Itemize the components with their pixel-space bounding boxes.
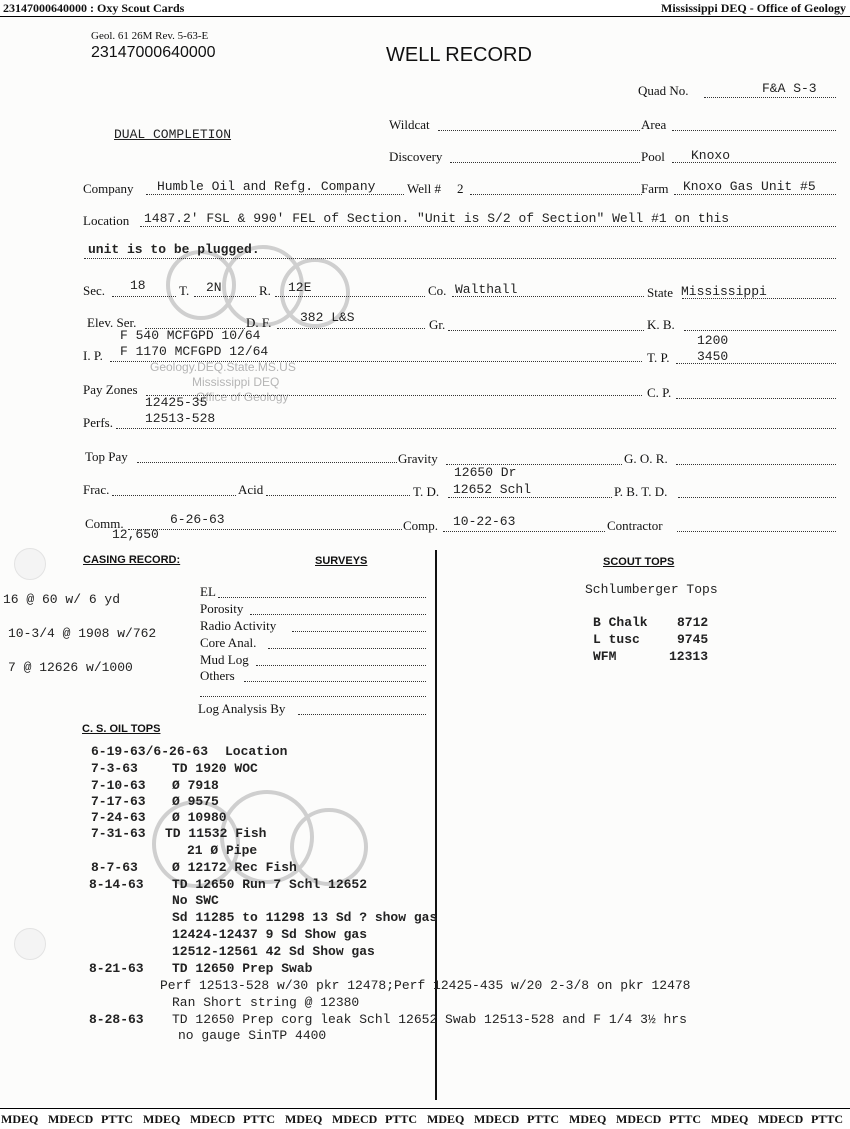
location-label: Location	[83, 213, 130, 228]
entry-date: 8-21-63	[89, 961, 144, 976]
state-label: State	[647, 285, 673, 300]
punch-hole	[14, 548, 46, 580]
entry-date: 8-7-63	[91, 860, 138, 875]
entry-text: TD 12650 Prep corg leak Schl 12652 Swab 12513-528 and F 1/4 3½ hrs	[172, 1012, 687, 1027]
entry-text: No SWC	[172, 893, 219, 908]
entry-date: 8-14-63	[89, 877, 144, 892]
state-value: Mississippi	[681, 284, 767, 299]
entry-text: Location	[225, 744, 288, 759]
footer-item: MDECD	[332, 1112, 378, 1126]
comm-label: Comm.	[85, 516, 124, 531]
entry-date: 8-28-63	[89, 1012, 144, 1027]
dual-completion-stamp: DUAL COMPLETION	[114, 127, 232, 142]
entry-text: TD 12650 Run 7 Schl 12652	[172, 877, 368, 892]
quad-label: Quad No.	[638, 83, 689, 98]
footer-item: MDEQ	[285, 1112, 323, 1126]
frac-label: Frac.	[83, 482, 110, 497]
entry-text: Ø 12172 Rec Fish	[172, 860, 297, 875]
comm-value: 6-26-63	[170, 512, 225, 527]
footer-item: PTTC	[101, 1112, 134, 1126]
gr-label: Gr.	[429, 317, 446, 332]
entry-date: 6-19-63/6-26-63	[91, 744, 209, 759]
location-value-continued: unit is to be plugged.	[88, 242, 260, 257]
elev-label: Elev. Ser.	[87, 315, 137, 330]
scout-top-depth: 9745	[677, 632, 709, 647]
entry-date: 7-3-63	[91, 761, 138, 776]
cp-label: C. P.	[647, 385, 672, 400]
entry-text: Ø 9575	[172, 794, 219, 809]
footer-item: MDECD	[190, 1112, 236, 1126]
company-label: Company	[83, 181, 134, 196]
casing-line: 7 @ 12626 w/1000	[8, 660, 133, 675]
df-label: D. F.	[246, 315, 272, 330]
comp-label: Comp.	[403, 518, 439, 533]
footer-item: MDECD	[474, 1112, 520, 1126]
well-label: Well #	[407, 181, 441, 196]
top-pay-label: Top Pay	[85, 449, 128, 464]
footer-item: PTTC	[669, 1112, 702, 1126]
watermark-circle-icon	[290, 808, 368, 886]
surveys-heading: SURVEYS	[315, 555, 368, 567]
scout-top-depth: 8712	[677, 615, 709, 630]
footer-item: MDEQ	[1, 1112, 39, 1126]
casing-line: 10-3/4 @ 1908 w/762	[8, 626, 157, 641]
footer-item: PTTC	[527, 1112, 560, 1126]
comm-note: 12,650	[112, 527, 159, 542]
entry-text: Perf 12513-528 w/30 pkr 12478;Perf 12425-435 w/20 2-3/8 on pkr 12478	[160, 978, 691, 993]
watermark-text: Geology.DEQ.State.MS.US	[150, 360, 296, 374]
entry-text: 21 Ø Pipe	[187, 843, 258, 858]
td-label: T. D.	[413, 484, 440, 499]
entry-text: Ø 10980	[172, 810, 227, 825]
entry-date: 7-31-63	[91, 826, 146, 841]
scout-tops-subtitle: Schlumberger Tops	[585, 582, 718, 597]
well-value: 2	[457, 181, 464, 196]
r-label: R.	[259, 283, 271, 298]
footer-item: MDECD	[758, 1112, 804, 1126]
entry-date: 7-17-63	[91, 794, 146, 809]
ip-value: F 540 MCFGPD 10/64	[120, 328, 261, 343]
area-label: Area	[641, 117, 667, 132]
t-value: 2N	[206, 280, 222, 295]
sec-value: 18	[130, 278, 146, 293]
entry-date: 7-24-63	[91, 810, 146, 825]
watermark-text: Office of Geology	[196, 390, 289, 404]
farm-label: Farm	[641, 181, 669, 196]
casing-line: 16 @ 60 w/ 6 yd	[3, 592, 121, 607]
survey-item: EL	[200, 584, 216, 599]
entry-text: no gauge SinTP 4400	[178, 1028, 327, 1043]
perfs-label: Perfs.	[83, 415, 113, 430]
scout-top-depth: 12313	[669, 649, 709, 664]
survey-item: Core Anal.	[200, 635, 257, 650]
header-left: 23147000640000 : Oxy Scout Cards	[3, 1, 185, 15]
footer-rule	[0, 1108, 850, 1109]
footer-item: PTTC	[243, 1112, 276, 1126]
footer-item: MDEQ	[143, 1112, 181, 1126]
page-title: WELL RECORD	[386, 44, 532, 66]
perfs-value: 12513-528	[145, 411, 216, 426]
comp-value: 10-22-63	[453, 514, 516, 529]
entry-text: TD 11532 Fish	[165, 826, 267, 841]
survey-item: Others	[200, 668, 235, 683]
footer-item: MDEQ	[427, 1112, 465, 1126]
kb-value: 1200	[697, 333, 729, 348]
header-right: Mississippi DEQ - Office of Geology	[661, 1, 846, 15]
df-value: 382 L&S	[300, 310, 355, 325]
cs-oil-tops-heading: C. S. OIL TOPS	[82, 723, 161, 735]
discovery-label: Discovery	[389, 149, 443, 164]
casing-record-heading: CASING RECORD:	[83, 554, 181, 566]
tp-value: 3450	[697, 349, 729, 364]
entry-text: 12424-12437 9 Sd Show gas	[172, 927, 368, 942]
pool-label: Pool	[641, 149, 665, 164]
footer-item: PTTC	[385, 1112, 418, 1126]
gravity-label: Gravity	[398, 451, 438, 466]
form-number: Geol. 61 26M Rev. 5-63-E	[91, 30, 209, 42]
pool-value: Knoxo	[691, 148, 731, 163]
watermark-text: Mississippi DEQ	[192, 375, 280, 389]
gor-label: G. O. R.	[624, 451, 668, 466]
contractor-label: Contractor	[607, 518, 663, 533]
scout-top-name: L tusc	[593, 632, 640, 647]
entry-text: Ø 7918	[172, 778, 219, 793]
entry-date: 7-10-63	[91, 778, 146, 793]
pay-zones-label: Pay Zones	[83, 382, 138, 397]
ip-value-2: F 1170 MCFGPD 12/64	[120, 344, 269, 359]
scout-tops-heading: SCOUT TOPS	[603, 556, 675, 568]
entry-text: Ran Short string @ 12380	[172, 995, 360, 1010]
survey-item: Mud Log	[200, 652, 249, 667]
entry-text: Sd 11285 to 11298 13 Sd ? show gas	[172, 910, 438, 925]
acid-label: Acid	[238, 482, 264, 497]
pbtd-label: P. B. T. D.	[614, 484, 668, 499]
ip-label: I. P.	[83, 348, 103, 363]
survey-item: Radio Activity	[200, 618, 277, 633]
wildcat-label: Wildcat	[389, 117, 430, 132]
farm-value: Knoxo Gas Unit #5	[683, 179, 816, 194]
footer-item: MDEQ	[569, 1112, 607, 1126]
t-label: T.	[179, 283, 190, 298]
kb-label: K. B.	[647, 317, 675, 332]
footer-item: MDECD	[48, 1112, 94, 1126]
api-number: 23147000640000	[91, 44, 216, 61]
log-analysis-label: Log Analysis By	[198, 701, 286, 716]
punch-hole	[14, 928, 46, 960]
entry-text: 12512-12561 42 Sd Show gas	[172, 944, 375, 959]
co-label: Co.	[428, 283, 447, 298]
tp-label: T. P.	[647, 350, 670, 365]
scout-top-name: WFM	[593, 649, 617, 664]
pay-zones-value: 12425-35	[145, 395, 208, 410]
co-value: Walthall	[455, 282, 518, 297]
quad-value: F&A S-3	[762, 81, 817, 96]
scout-top-name: B Chalk	[593, 615, 648, 630]
company-value: Humble Oil and Refg. Company	[157, 179, 376, 194]
r-value: 12E	[288, 280, 312, 295]
td-value-2: 12652 Schl	[453, 482, 532, 497]
td-value: 12650 Dr	[454, 465, 517, 480]
survey-item: Porosity	[200, 601, 244, 616]
entry-text: TD 1920 WOC	[172, 761, 258, 776]
header-rule	[0, 16, 850, 17]
footer-item: MDEQ	[711, 1112, 749, 1126]
entry-text: TD 12650 Prep Swab	[172, 961, 313, 976]
location-value: 1487.2' FSL & 990' FEL of Section. "Unit is S/2 of Section" Well #1 on this	[144, 211, 730, 226]
sec-label: Sec.	[83, 283, 106, 298]
footer-item: PTTC	[811, 1112, 844, 1126]
footer-item: MDECD	[616, 1112, 662, 1126]
